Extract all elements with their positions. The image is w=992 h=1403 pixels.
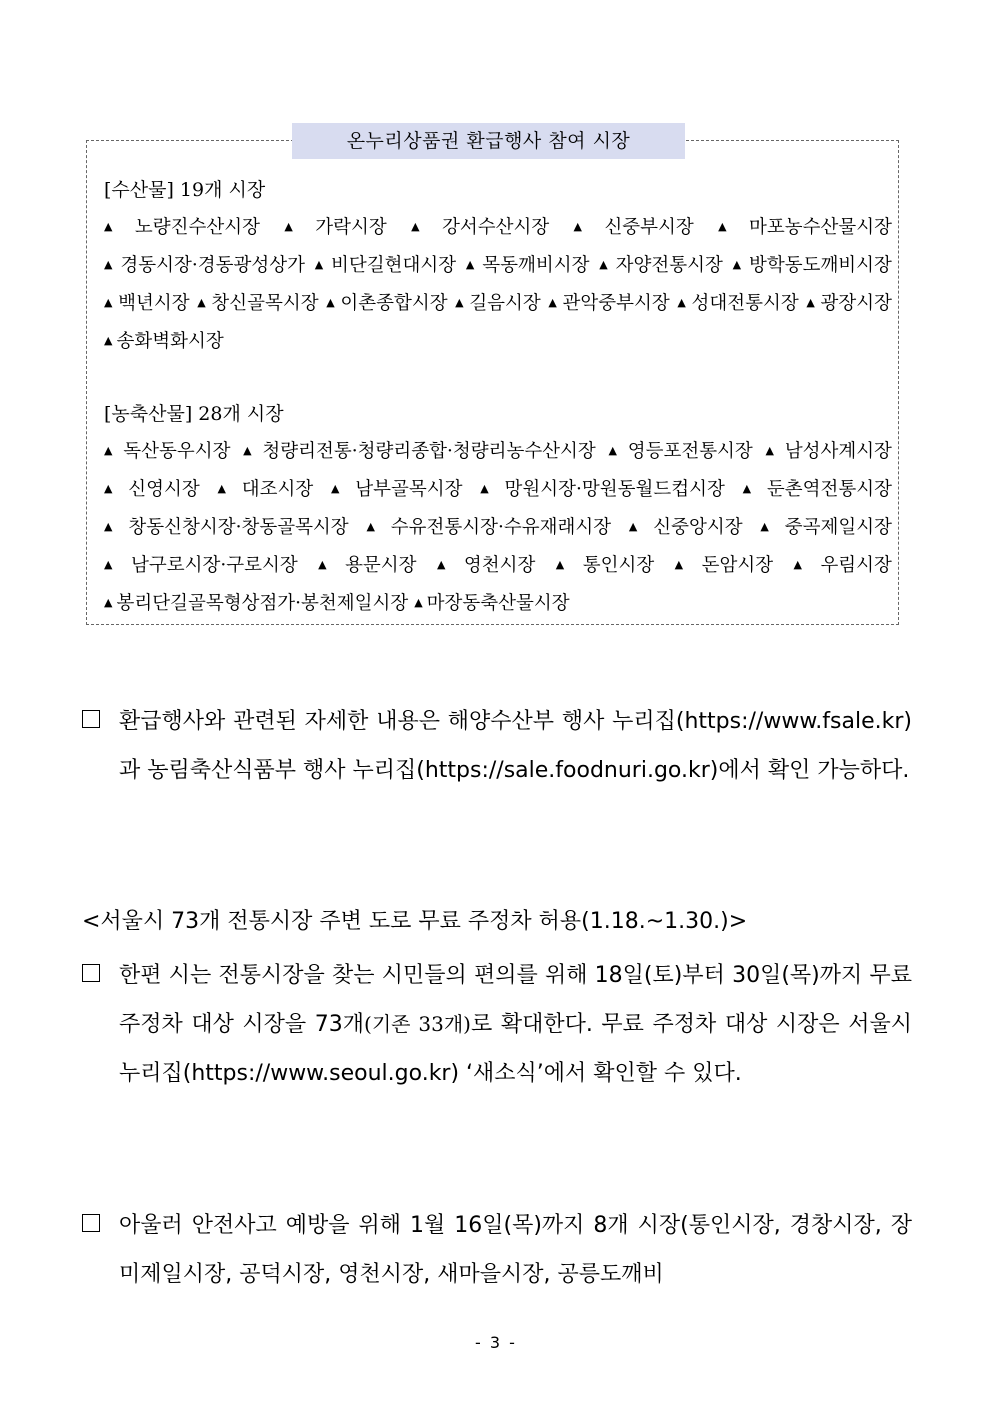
market-item xyxy=(104,479,200,500)
market-name: 노량진수산시장 xyxy=(134,217,261,238)
agri-heading: [농축산물] 28개 시장 xyxy=(104,403,284,425)
market-item xyxy=(806,293,892,314)
seafood-market-list xyxy=(104,208,892,360)
paragraph-refund-info xyxy=(82,697,912,795)
market-name: 길음시장 xyxy=(469,293,541,314)
market-item xyxy=(608,441,752,462)
triangle-bullet-icon: ▲ xyxy=(318,558,342,571)
market-name: 창동신창시장·창동골목시장 xyxy=(128,517,349,538)
triangle-bullet-icon: ▲ xyxy=(104,296,115,309)
triangle-bullet-icon: ▲ xyxy=(742,482,763,495)
market-item xyxy=(548,293,669,314)
triangle-bullet-icon: ▲ xyxy=(326,296,337,309)
triangle-bullet-icon: ▲ xyxy=(455,296,466,309)
triangle-bullet-icon: ▲ xyxy=(555,558,579,571)
triangle-bullet-icon: ▲ xyxy=(217,482,238,495)
market-name: 남구로시장·구로시장 xyxy=(130,555,298,576)
triangle-bullet-icon: ▲ xyxy=(411,220,438,233)
market-name: 남성사계시장 xyxy=(784,441,892,462)
market-name: 영등포전통시장 xyxy=(627,441,753,462)
triangle-bullet-icon: ▲ xyxy=(284,220,312,233)
market-item xyxy=(574,217,694,238)
triangle-bullet-icon: ▲ xyxy=(718,220,746,233)
triangle-bullet-icon: ▲ xyxy=(677,296,688,309)
market-item xyxy=(218,479,314,500)
market-name: 마포농수산물시장 xyxy=(749,217,892,238)
market-name: 창신골목시장 xyxy=(211,293,319,314)
market-name: 방학동도깨비시장 xyxy=(748,255,892,276)
market-item xyxy=(629,517,743,538)
market-item xyxy=(104,593,408,614)
market-box-title: 온누리상품권 환급행사 참여 시장 xyxy=(292,123,685,159)
triangle-bullet-icon: ▲ xyxy=(314,258,328,271)
market-item xyxy=(556,555,654,576)
triangle-bullet-icon: ▲ xyxy=(104,258,117,271)
triangle-bullet-icon: ▲ xyxy=(331,482,352,495)
market-item xyxy=(366,517,611,538)
market-name: 자양전통시장 xyxy=(615,255,723,276)
market-item xyxy=(675,555,773,576)
paragraph-safety xyxy=(82,1201,912,1299)
triangle-bullet-icon: ▲ xyxy=(414,596,423,609)
triangle-bullet-icon: ▲ xyxy=(765,444,781,457)
paragraph-text-part: 한편 시는 전통시장을 찾는 시민들의 편의를 위해 18일(토)부터 30일(목)까지 무료 주정차 대상 시장을 73개 xyxy=(119,963,912,1037)
market-item xyxy=(599,255,723,276)
market-name: 관악중부시장 xyxy=(562,293,670,314)
paragraph-text: 환급행사와 관련된 자세한 내용은 해양수산부 행사 누리집(https://www.fsale.kr)과 농림축산식품부 행사 누리집(https://sale.foodnuri.go.kr)에서 확인 가능하다. xyxy=(119,709,912,783)
checkbox-bullet-icon xyxy=(82,1214,100,1232)
market-item xyxy=(677,293,798,314)
market-name: 백년시장 xyxy=(118,293,190,314)
market-item xyxy=(733,255,892,276)
market-box-content xyxy=(104,172,892,622)
market-name: 독산동우시장 xyxy=(123,441,231,462)
market-item xyxy=(760,517,892,538)
paragraph-parking xyxy=(82,951,912,1098)
market-name: 비단길현대시장 xyxy=(331,255,457,276)
market-name: 송화벽화시장 xyxy=(116,331,224,352)
market-name: 수유전통시장·수유재래시장 xyxy=(390,517,612,538)
market-item xyxy=(104,555,298,576)
triangle-bullet-icon: ▲ xyxy=(436,558,460,571)
market-item xyxy=(104,293,190,314)
market-item xyxy=(326,293,447,314)
market-name: 남부골목시장 xyxy=(355,479,463,500)
seafood-heading: [수산물] 19개 시장 xyxy=(104,179,266,201)
market-name: 용문시장 xyxy=(345,555,417,576)
market-item xyxy=(104,331,224,352)
market-item xyxy=(480,479,725,500)
market-item xyxy=(315,255,456,276)
triangle-bullet-icon: ▲ xyxy=(243,444,259,457)
market-name: 가락시장 xyxy=(315,217,387,238)
triangle-bullet-icon: ▲ xyxy=(548,296,559,309)
market-name: 둔촌역전통시장 xyxy=(766,479,893,500)
market-name: 돈암시장 xyxy=(701,555,774,576)
market-name: 목동깨비시장 xyxy=(482,255,590,276)
agri-market-list xyxy=(104,432,892,622)
market-item xyxy=(243,441,596,462)
triangle-bullet-icon: ▲ xyxy=(197,296,208,309)
market-item xyxy=(718,217,892,238)
market-item xyxy=(765,441,891,462)
market-name: 봉리단길골목형상점가·봉천제일시장 xyxy=(116,593,409,614)
triangle-bullet-icon: ▲ xyxy=(793,558,817,571)
triangle-bullet-icon: ▲ xyxy=(104,520,125,533)
market-name: 경동시장·경동광성상가 xyxy=(120,255,305,276)
paragraph-text-part: (기존 33개) xyxy=(364,1012,471,1036)
triangle-bullet-icon: ▲ xyxy=(806,296,817,309)
triangle-bullet-icon: ▲ xyxy=(608,444,624,457)
triangle-bullet-icon: ▲ xyxy=(480,482,501,495)
market-name: 우림시장 xyxy=(820,555,892,576)
market-name: 중곡제일시장 xyxy=(784,517,892,538)
checkbox-bullet-icon xyxy=(82,710,100,728)
page-number: - 3 - xyxy=(475,1333,517,1352)
market-name: 대조시장 xyxy=(241,479,314,500)
market-item xyxy=(743,479,892,500)
checkbox-bullet-icon xyxy=(82,964,100,982)
market-item xyxy=(104,441,230,462)
triangle-bullet-icon: ▲ xyxy=(104,220,131,233)
paragraph-text: 아울러 안전사고 예방을 위해 1월 16일(목)까지 8개 시장(통인시장, 경창시장, 장미제일시장, 공덕시장, 영천시장, 새마을시장, 공릉도깨비 xyxy=(119,1213,912,1287)
market-item xyxy=(104,517,349,538)
triangle-bullet-icon: ▲ xyxy=(573,220,601,233)
market-name: 통인시장 xyxy=(582,555,655,576)
market-name: 강서수산시장 xyxy=(441,217,550,238)
market-item xyxy=(437,555,535,576)
market-item xyxy=(318,555,416,576)
triangle-bullet-icon: ▲ xyxy=(104,596,113,609)
market-name: 신중앙시장 xyxy=(653,517,743,538)
market-item xyxy=(455,293,541,314)
triangle-bullet-icon: ▲ xyxy=(674,558,698,571)
section-subheading: <서울시 73개 전통시장 주변 도로 무료 주정차 허용(1.18.~1.30.)> xyxy=(82,909,748,934)
triangle-bullet-icon: ▲ xyxy=(104,444,120,457)
market-item xyxy=(414,593,569,614)
paragraph-text-part: 로 확대한다. 무료 주정차 대상 시장은 서울시 누리집(https://www.seoul.go.kr) ‘새소식’에서 확인할 수 있다. xyxy=(119,1012,912,1086)
market-name: 신영시장 xyxy=(128,479,200,500)
market-name: 신중부시장 xyxy=(604,217,694,238)
market-name: 마장동축산물시장 xyxy=(426,593,570,614)
triangle-bullet-icon: ▲ xyxy=(104,558,127,571)
triangle-bullet-icon: ▲ xyxy=(628,520,650,533)
market-item xyxy=(197,293,318,314)
triangle-bullet-icon: ▲ xyxy=(599,258,612,271)
triangle-bullet-icon: ▲ xyxy=(465,258,479,271)
market-name: 성대전통시장 xyxy=(691,293,799,314)
market-name: 광장시장 xyxy=(820,293,892,314)
market-name: 망원시장·망원동월드컵시장 xyxy=(504,479,725,500)
market-item xyxy=(104,217,260,238)
paragraph-text xyxy=(119,951,912,1098)
triangle-bullet-icon: ▲ xyxy=(366,520,387,533)
triangle-bullet-icon: ▲ xyxy=(104,334,113,347)
market-item xyxy=(284,217,386,238)
market-name: 이촌종합시장 xyxy=(340,293,448,314)
market-item xyxy=(466,255,590,276)
triangle-bullet-icon: ▲ xyxy=(732,258,745,271)
market-item xyxy=(331,479,463,500)
triangle-bullet-icon: ▲ xyxy=(104,482,125,495)
market-item xyxy=(104,255,305,276)
triangle-bullet-icon: ▲ xyxy=(760,520,781,533)
market-name: 영천시장 xyxy=(463,555,536,576)
market-item xyxy=(411,217,549,238)
market-name: 청량리전통·청량리종합·청량리농수산시장 xyxy=(262,441,596,462)
market-item xyxy=(793,555,891,576)
